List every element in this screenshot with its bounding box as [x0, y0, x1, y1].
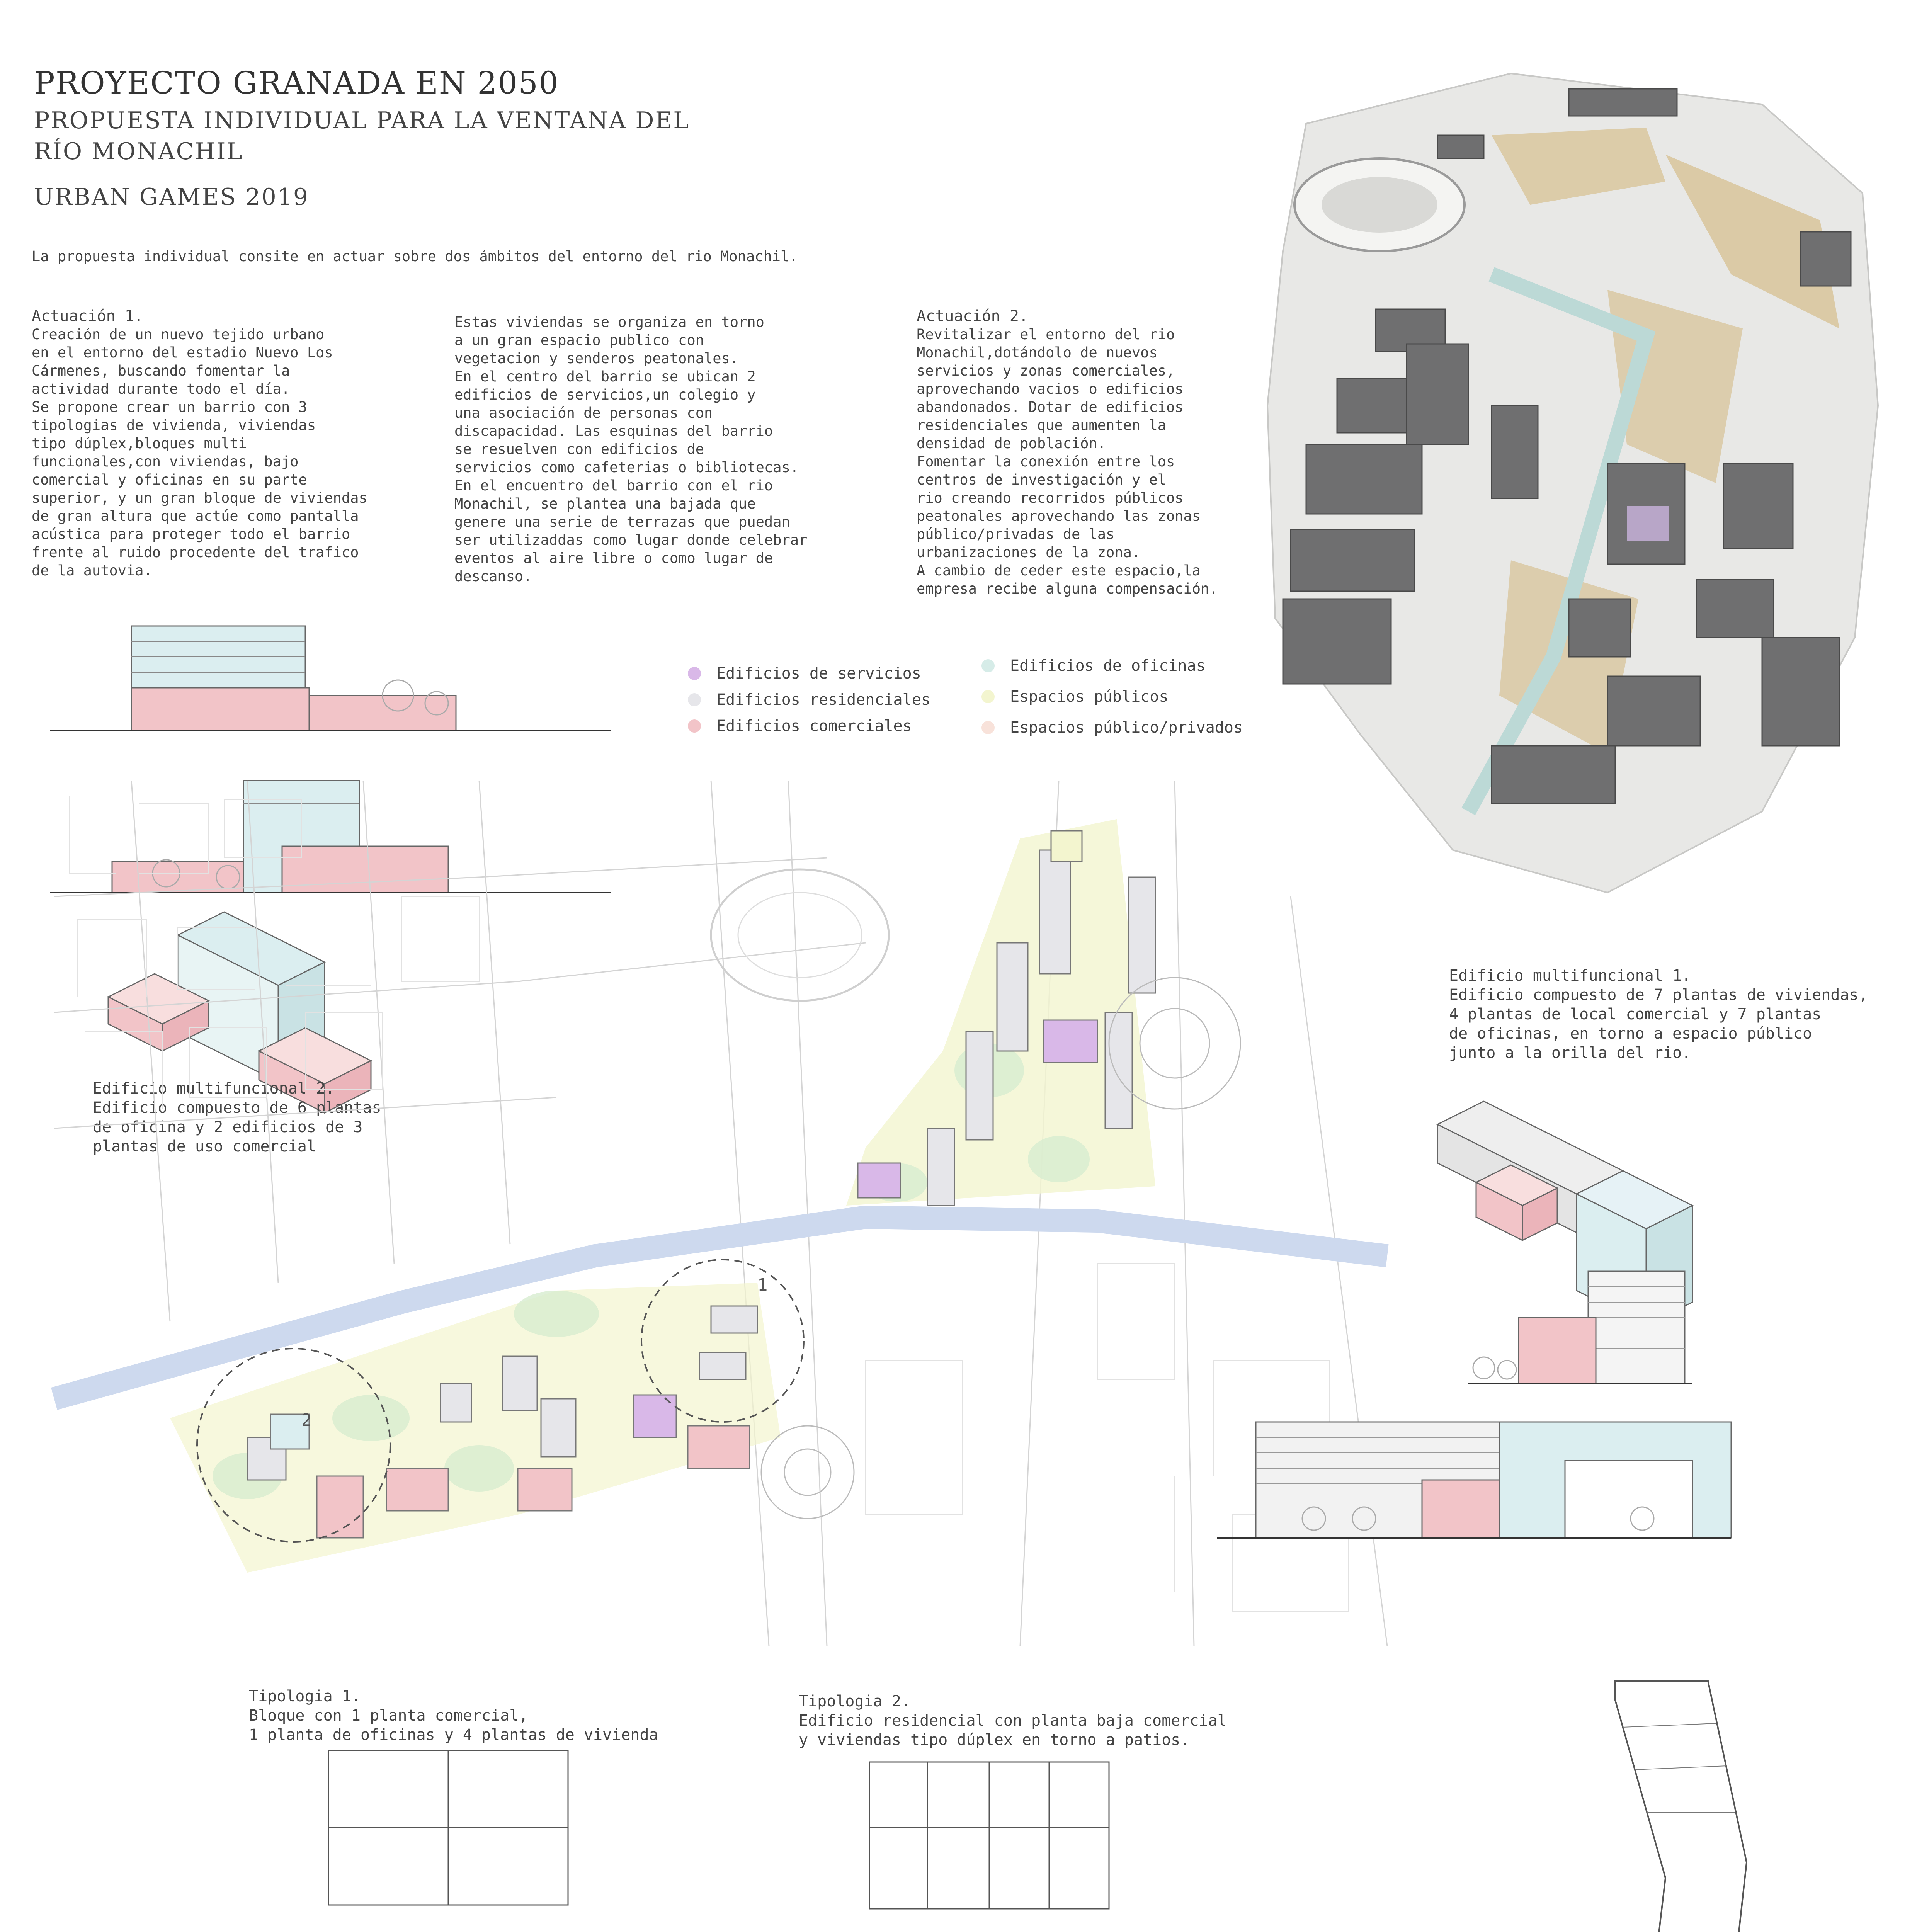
tipologia3-plan — [1546, 1669, 1816, 1932]
edificio2-text: Edificio multifuncional 2. Edificio compuesto de 6 plantas de oficina y 2 edificios de 3 plantas de uso comercial — [93, 1080, 381, 1155]
subtitle — [34, 105, 690, 167]
zone-label-1: 1 — [757, 1275, 768, 1295]
actuacion2-text: Revitalizar el entorno del rio Monachil,dotándolo de nuevos servicios y zonas comerciales, aprovechando vacios o edificios abandonados. Dotar de edificios residenciales que aumenten la densidad de población. Fomentar la conexión entre los centros de investigación y el rio creando recorridos públicos peatonales aprovechando las zonas público/privadas de las urbanizaciones de la zona. A cambio de ceder este espacio,la empresa recibe alguna compensación. — [917, 326, 1218, 597]
curved-block-outline — [1561, 1681, 1747, 1932]
legend-label: Espacios públicos — [1010, 688, 1169, 706]
legend-label: Edificios residenciales — [716, 691, 930, 709]
model-service-building — [1627, 506, 1669, 541]
legend-dot-publico-privados — [981, 721, 995, 734]
legend-item-oficinas — [981, 657, 1243, 675]
legend-item-residenciales — [688, 691, 930, 709]
legend-item-publicos — [981, 688, 1243, 706]
curved-block-divisions — [1580, 1723, 1747, 1932]
tipologia1-drawings — [116, 1750, 618, 1932]
edificio1-text: Edificio multifuncional 1. Edificio compuesto de 7 plantas de viviendas, 4 plantas de local comercial y 7 plantas de oficinas, en torno a espacio público junto a la orilla del rio. — [1449, 967, 1868, 1062]
legend-item-comerciales — [688, 717, 930, 735]
legend-dot-servicios — [688, 667, 701, 680]
masterplan-map — [54, 781, 1391, 1646]
actuacion1-block — [32, 307, 367, 580]
tipologia2-plans — [869, 1762, 1109, 1932]
stadium-field — [1322, 177, 1437, 233]
intro-text: La propuesta individual consite en actuar sobre dos ámbitos del entorno del rio Monachil. — [32, 248, 798, 265]
tipologia1-plans — [328, 1750, 568, 1932]
legend-dot-oficinas — [981, 659, 995, 672]
page-title: PROYECTO GRANADA EN 2050 — [34, 65, 559, 101]
zone-label-2: 2 — [301, 1410, 312, 1430]
legend-item-publico-privados — [981, 719, 1243, 736]
legend-dot-publicos — [981, 690, 995, 703]
legend-label: Edificios comerciales — [716, 717, 912, 735]
subtitle-line-1: PROPUESTA INDIVIDUAL PARA LA VENTANA DEL — [34, 107, 690, 134]
tipologia1-text: Tipologia 1. Bloque con 1 planta comercial, 1 planta de oficinas y 4 plantas de vivienda — [249, 1687, 658, 1744]
event-name: URBAN GAMES 2019 — [34, 184, 310, 211]
aerial-model — [1260, 58, 1882, 900]
actuacion1-title: Actuación 1. — [32, 307, 143, 325]
tipologia2-drawings — [746, 1762, 1132, 1932]
legend-dot-residenciales — [688, 693, 701, 706]
actuacion1-text: Creación de un nuevo tejido urbano en el entorno del estadio Nuevo Los Cármenes, buscando fomentar la actividad durante todo el día. Se propone crear un barrio con 3 tipologias de vivienda, viviendas tipo dúplex,bloques multi funcionales,con viviendas, bajo comercial y oficinas en su parte superior, y un gran bloque de viviendas de gran altura que actúe como pantalla acústica para proteger todo el barrio frente al ruido procedente del trafico de la autovia. — [32, 326, 367, 579]
tipologia2-text: Tipologia 2. Edificio residencial con planta baja comercial y viviendas tipo dúplex en torno a patios. — [799, 1692, 1227, 1749]
actuacion2-title: Actuación 2. — [917, 307, 1028, 325]
subtitle-line-2: RÍO MONACHIL — [34, 138, 243, 165]
legend-label: Edificios de oficinas — [1010, 657, 1206, 675]
legend-left — [688, 665, 930, 735]
legend-item-servicios — [688, 665, 930, 682]
legend-dot-comerciales — [688, 719, 701, 733]
legend-label: Edificios de servicios — [716, 665, 921, 682]
actuacion2-block — [917, 307, 1218, 598]
legend-right — [981, 657, 1243, 736]
edificio1-drawings — [1198, 1090, 1893, 1569]
edificio1-long-elevation — [1217, 1422, 1731, 1538]
legend-label: Espacios público/privados — [1010, 719, 1243, 736]
stadium-field-outline — [738, 893, 862, 978]
elevation-1 — [50, 626, 611, 730]
center-text: Estas viviendas se organiza en torno a un gran espacio publico con vegetacion y senderos peatonales. En el centro del barrio se ubican 2 edificios de servicios,un colegio y una asociación de personas con discapacidad. Las esquinas del barrio se resuelven con edificios de servicios como cafeterias o bibliotecas. En el encuentro del barrio con el rio Monachil, se plantea una bajada que genere una serie de terrazas que puedan ser utilizaddas como lugar donde celebrar eventos al aire libre o como lugar de descanso. — [454, 314, 808, 585]
